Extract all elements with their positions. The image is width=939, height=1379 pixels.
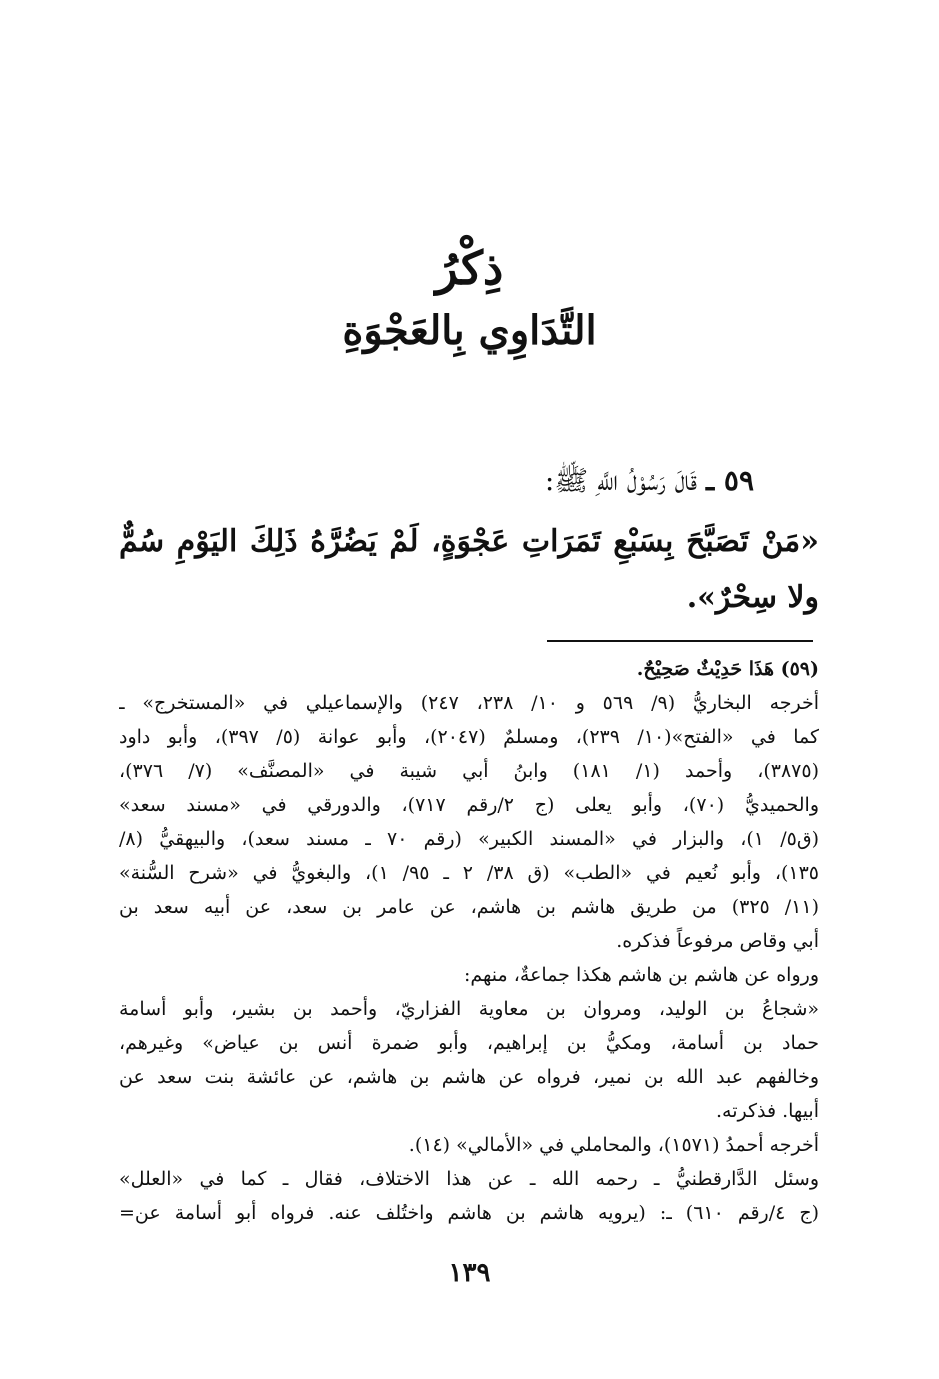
footnote-line: (ج ٤/رقم ٦١٠) ـ: (يرويه هاشم بن هاشم واختُلف عنه. فرواه أبو أسامة عن= <box>119 1202 819 1224</box>
footnote-block <box>119 652 819 1230</box>
footnote-line: أبي وقاص مرفوعاً فذكره. <box>616 930 819 952</box>
footnote-divider <box>547 640 813 642</box>
hadith-text: «مَنْ تَصَبَّحَ بِسَبْعِ تَمَرَاتِ عَجْوَةٍ، لَمْ يَضُرَّهُ ذَلِكَ اليَوْمِ سُمٌّ ولا سِحْرٌ». <box>119 524 819 615</box>
footnote-line: كما في «الفتح»(١٠/ ٢٣٩)، ومسلمٌ (٢٠٤٧)، وأبو عوانة (٥/ ٣٩٧)، وأبو داود <box>119 726 819 748</box>
footnote-label: (٥٩) هَذَا حَدِيْثٌ صَحِيْحٌ. <box>636 658 819 680</box>
footnote-line: ورواه عن هاشم بن هاشم هكذا جماعةٌ، منهم: <box>464 964 819 986</box>
footnote-line: ١٣٥)، وأبو نُعيم في «الطب» (ق ٣٨/ ٢ ـ ٩٥/ ١)، والبغويُّ في «شرح السُّنة» <box>119 862 819 884</box>
page-number: ١٣٩ <box>448 1258 491 1288</box>
footnote-line: وخالفهم عبد الله بن نمير، فرواه عن هاشم بن هاشم، عن عائشة بنت سعد عن <box>119 1066 819 1088</box>
footnote-line: (١١/ ٣٢٥) من طريق هاشم بن هاشم، عن عامر بن سعد، عن أبيه سعد بن <box>119 896 819 918</box>
footnote-line: أخرجه البخاريُّ (٩/ ٥٦٩ و ١٠/ ٢٣٨، ٢٤٧) والإسماعيلي في «المستخرج» ـ <box>119 692 819 714</box>
footnote-line: أخرجه أحمدُ (١٥٧١)، والمحاملي في «الأمالي» (١٤). <box>408 1134 819 1156</box>
chapter-heading: ذِكْرُ <box>435 241 504 295</box>
hadith-intro <box>194 461 754 501</box>
footnote-line: والحميديُّ (٧٠)، وأبو يعلى (ج ٢/رقم ٧١٧)، والدورقي في «مسند سعد» <box>119 794 819 816</box>
footnote-line: وسئل الدَّارقطنيُّ ـ رحمه الله ـ عن هذا الاختلاف، فقال ـ كما في «العلل» <box>119 1168 819 1190</box>
footnote-line: (٣٨٧٥)، وأحمد (١/ ١٨١) وابنُ أبي شيبة في «المصنَّف» (٧/ ٣٧٦)، <box>119 760 819 782</box>
hadith-intro-text: قَالَ رَسُوْلُ اللَّهِ ﷺ: <box>544 464 698 497</box>
hadith-number: ٥٩ ـ <box>705 464 754 497</box>
footnote-line: أبيها. فذكرته. <box>715 1100 819 1122</box>
footnote-line: (ق٥/ ١)، والبزار في «المسند الكبير» (رقم ٧٠ ـ مسند سعد)، والبيهقيُّ (٨/ <box>119 828 819 850</box>
chapter-subheading: التَّدَاوِي بِالعَجْوَةِ <box>342 307 597 354</box>
footnote-line: «شجاعُ بن الوليد، ومروان بن معاوية الفزاريّ، وأحمد بن بشير، وأبو أسامة <box>119 998 819 1020</box>
footnote-line: حماد بن أسامة، ومكيُّ بن إبراهيم، وأبو ضمرة أنس بن عياض» وغيرهم، <box>119 1032 819 1054</box>
